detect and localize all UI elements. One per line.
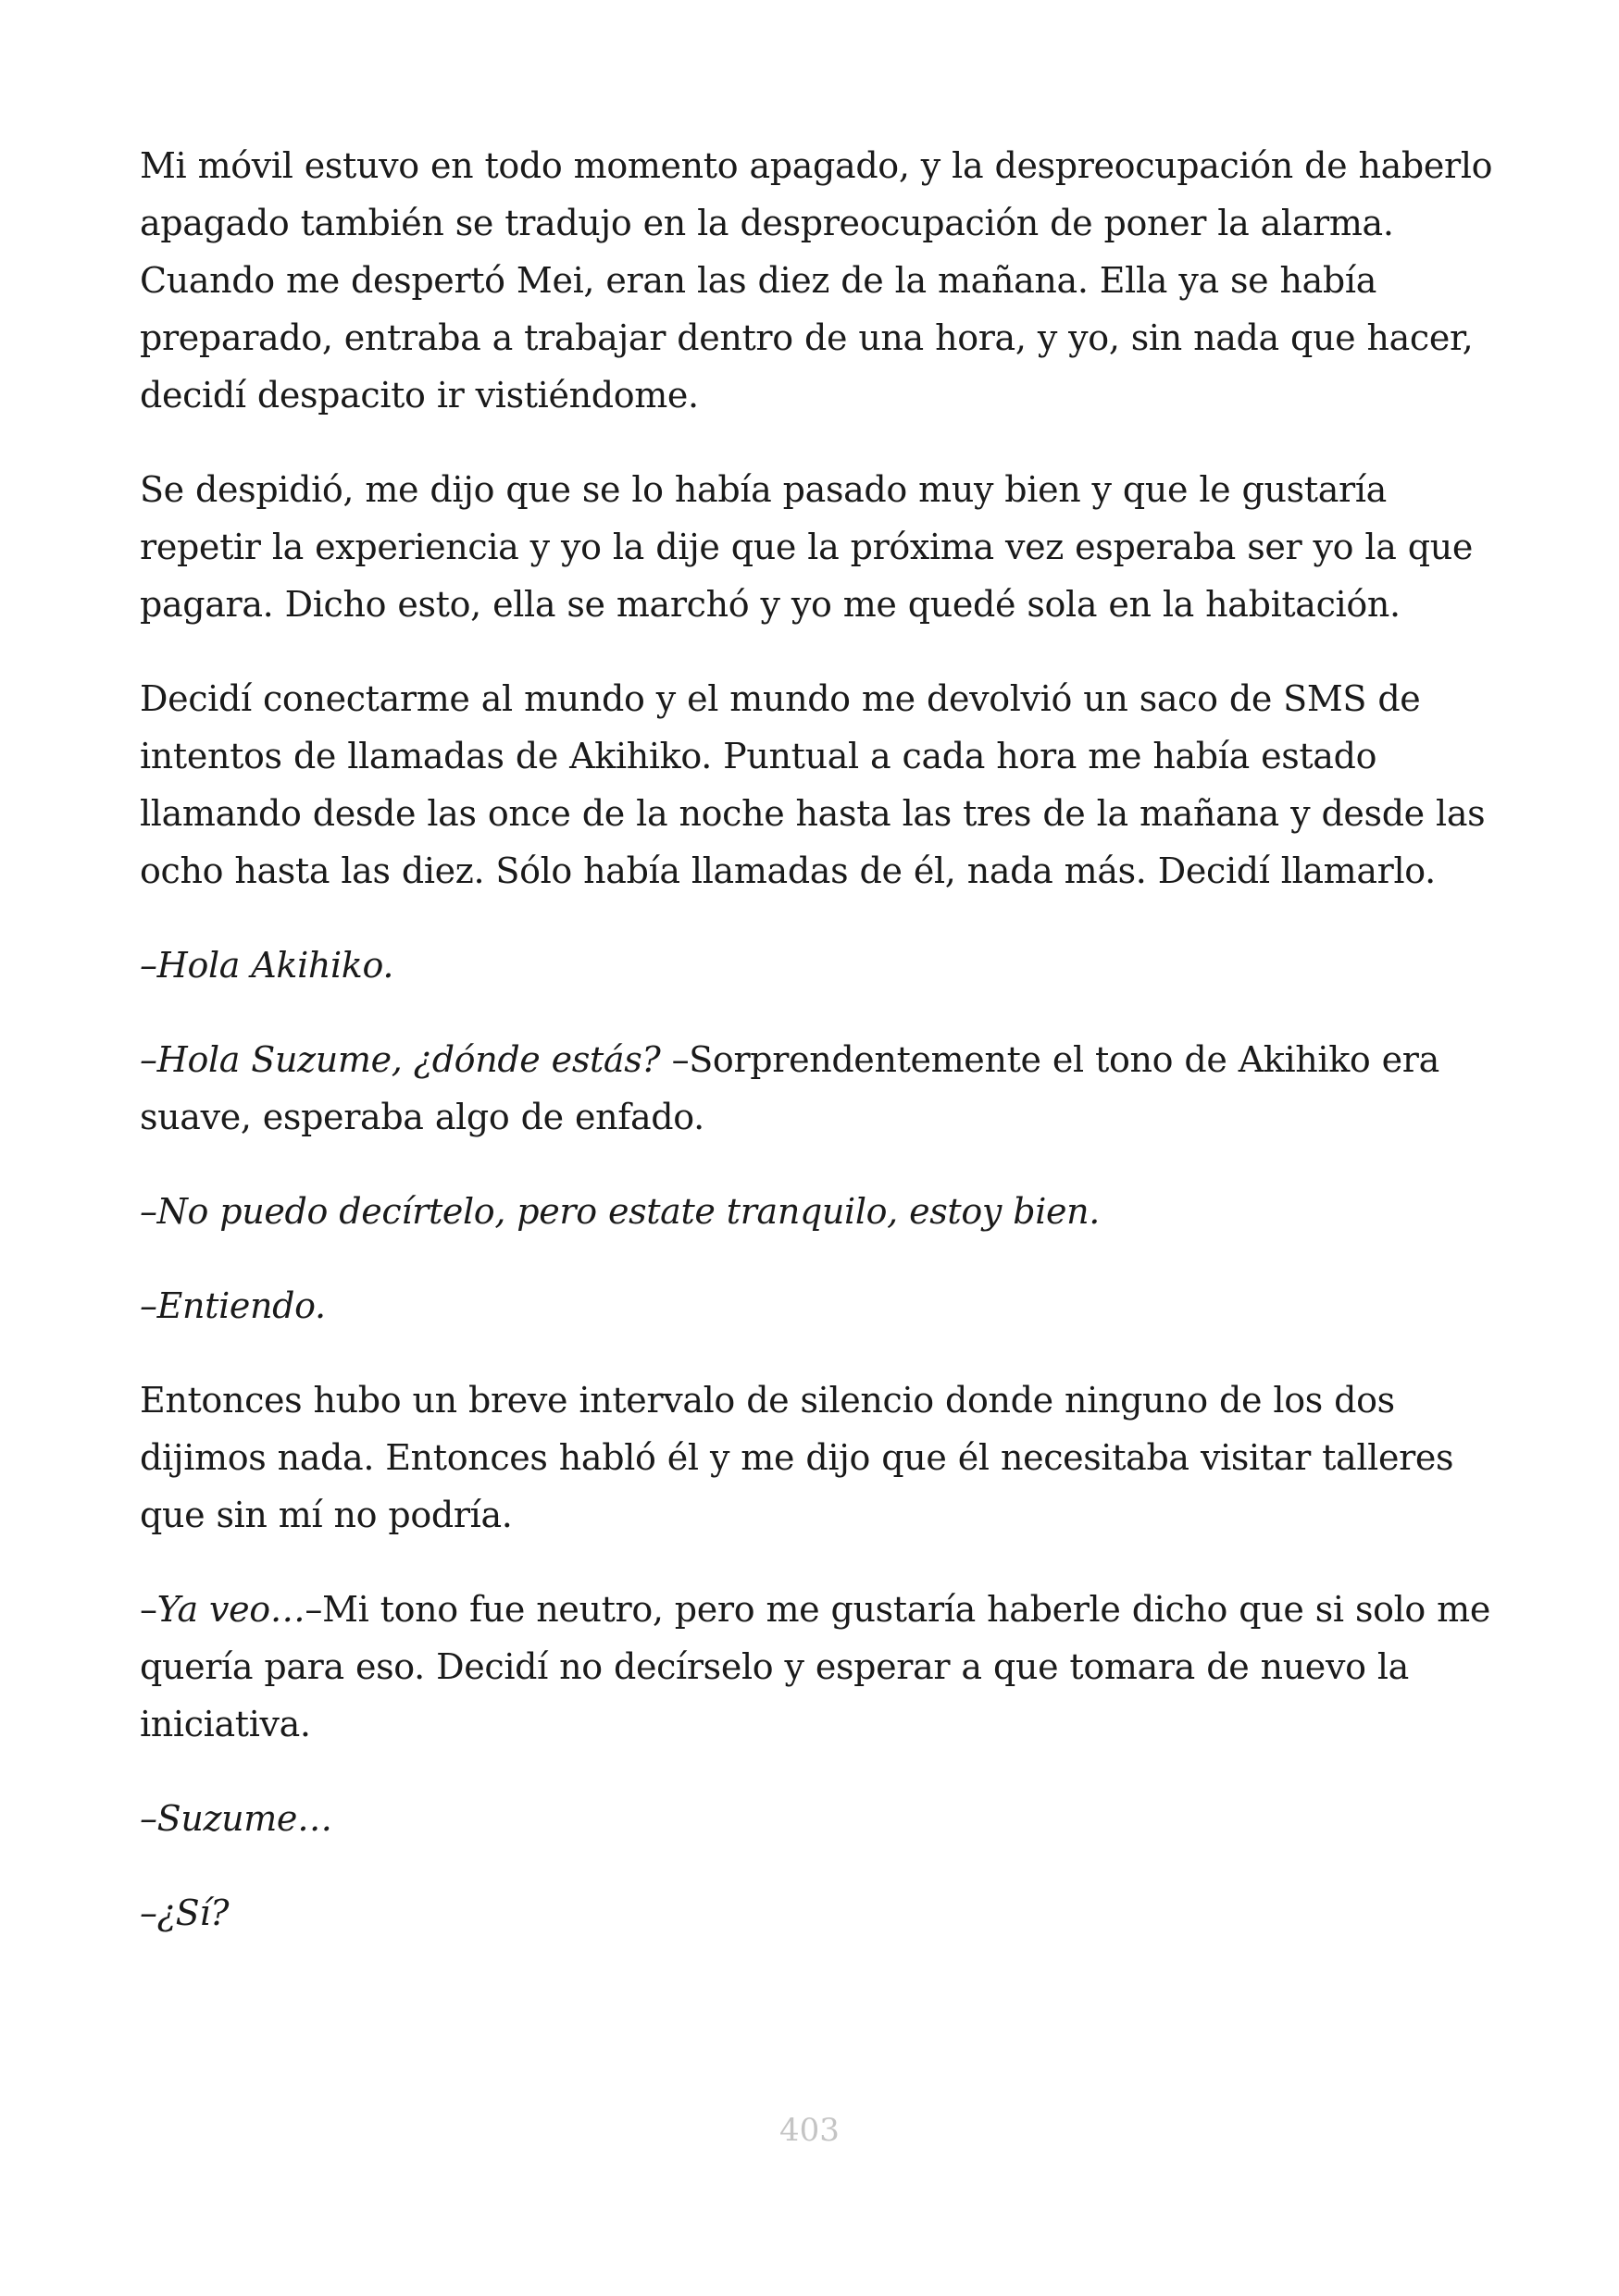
dialogue-line	[140, 1790, 1501, 1847]
dialogue-speech: –No puedo decírtelo, pero estate tranquilo, estoy bien.	[140, 1191, 1100, 1232]
dialogue-speech: –Entiendo.	[140, 1285, 326, 1326]
dialogue-dash: –	[140, 1589, 157, 1630]
page-number: 403	[779, 2112, 840, 2149]
paragraph-silence: Entonces hubo un breve intervalo de silencio donde ninguno de los dos dijimos nada. Entonces habló él y me dijo que él necesitaba visitar talleres que sin mí no podría.	[140, 1380, 1454, 1535]
dialogue-narration: –Mi tono fue neutro, pero me gustaría haberle dicho que si solo me quería para eso. Decidí no decírselo y esperar a que tomara de nuevo la iniciativa.	[140, 1589, 1491, 1744]
dialogue-speech: –Hola Akihiko.	[140, 945, 394, 986]
paragraph-mobile-off: Mi móvil estuvo en todo momento apagado, y la despreocupación de haberlo apagado también se tradujo en la despreocupación de poner la alarma. Cuando me despertó Mei, eran las diez de la mañana. Ella ya se había preparado, entraba a trabajar dentro de una hora, y yo, sin nada que hacer, decidí despacito ir vistiéndome.	[140, 145, 1493, 416]
page-body	[140, 137, 1501, 1979]
dialogue-speech: –Hola Suzume, ¿dónde estás?	[140, 1039, 661, 1080]
dialogue-speech: –¿Sí?	[140, 1893, 230, 1933]
dialogue-line	[140, 1277, 1501, 1334]
paragraph-farewell: Se despidió, me dijo que se lo había pasado muy bien y que le gustaría repetir la experiencia y yo la dije que la próxima vez esperaba ser yo la que pagara. Dicho esto, ella se marchó y yo me quedé sola en la habitación.	[140, 469, 1473, 625]
dialogue-line	[140, 1581, 1501, 1753]
dialogue-narration: –Sorprendentemente el tono de Akihiko era suave, esperaba algo de enfado.	[140, 1039, 1439, 1137]
dialogue-line	[140, 1183, 1501, 1240]
dialogue-line	[140, 1031, 1501, 1146]
paragraph-connect: Decidí conectarme al mundo y el mundo me devolvió un saco de SMS de intentos de llamadas de Akihiko. Puntual a cada hora me había estado llamando desde las once de la noche hasta las tres de la mañana y desde las ocho hasta las diez. Sólo había llamadas de él, nada más. Decidí llamarlo.	[140, 678, 1486, 891]
dialogue-line	[140, 937, 1501, 994]
dialogue-line	[140, 1884, 1501, 1942]
dialogue-speech: Ya veo…	[156, 1589, 305, 1630]
dialogue-speech: –Suzume…	[140, 1798, 332, 1839]
